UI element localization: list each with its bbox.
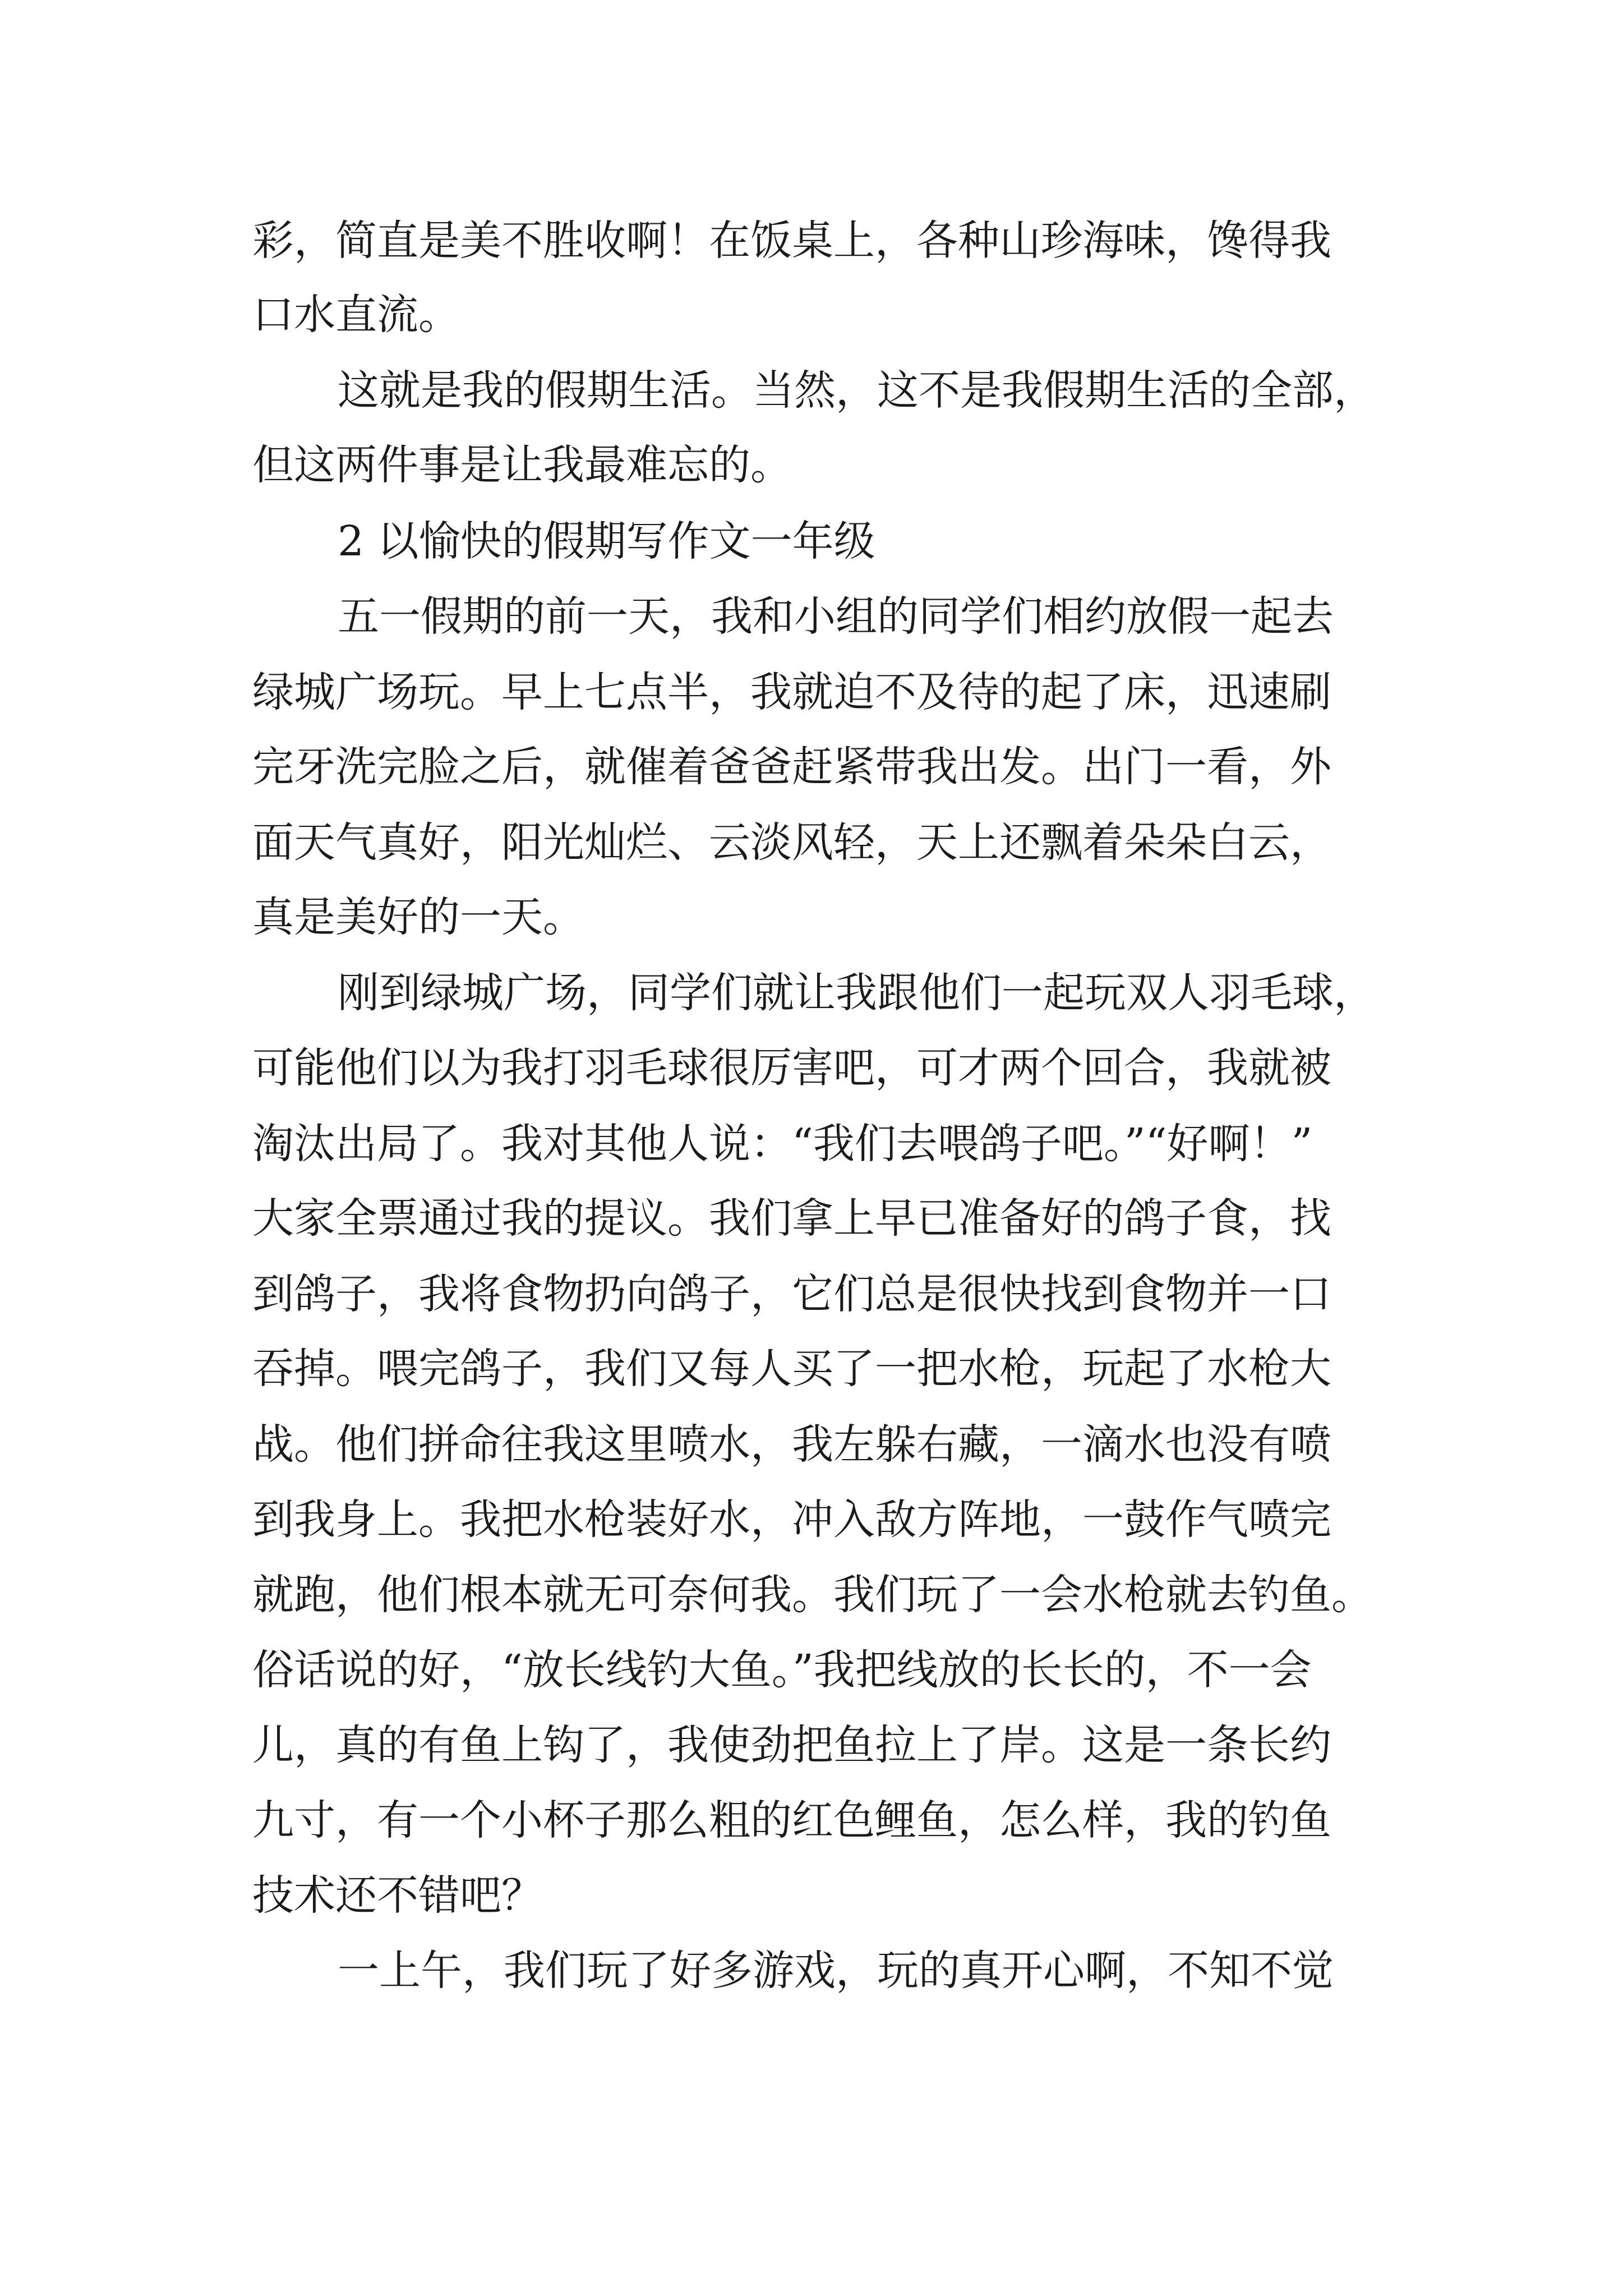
- text-line: 俗话说的好，“放长线钓大鱼。”我把线放的长长的，不一会: [252, 1646, 1312, 1694]
- text-line: 口水直流。: [252, 291, 460, 339]
- text-line: 一上午，我们玩了好多游戏，玩的真开心啊，不知不觉: [338, 1947, 1334, 1995]
- text-line: 可能他们以为我打羽毛球很厉害吧，可才两个回合，我就被: [252, 1044, 1331, 1092]
- text-line: 九寸，有一个小杯子那么粗的红色鲤鱼，怎么样，我的钓鱼: [252, 1796, 1331, 1844]
- section-heading: 2 以愉快的假期写作文一年级: [338, 517, 875, 565]
- text-line: 但这两件事是让我最难忘的。: [252, 441, 792, 489]
- text-line: 真是美好的一天。: [252, 893, 584, 941]
- text-line: 刚到绿城广场，同学们就让我跟他们一起玩双人羽毛球，: [338, 969, 1375, 1017]
- text-line: 五一假期的前一天，我和小组的同学们相约放假一起去: [338, 592, 1334, 641]
- text-line: 淘汰出局了。我对其他人说：“我们去喂鸽子吧。”“好啊！”: [252, 1120, 1313, 1168]
- text-line: 就跑，他们根本就无可奈何我。我们玩了一会水枪就去钓鱼。: [252, 1571, 1373, 1619]
- text-line: 绿城广场玩。早上七点半，我就迫不及待的起了床，迅速刷: [252, 668, 1331, 716]
- text-line: 技术还不错吧？: [252, 1871, 543, 1920]
- text-line: 大家全票通过我的提议。我们拿上早已准备好的鸽子食，找: [252, 1194, 1331, 1243]
- text-line: 到鸽子，我将食物扔向鸽子，它们总是很快找到食物并一口: [252, 1270, 1331, 1318]
- text-line: 彩，简直是美不胜收啊！在饭桌上，各种山珍海味，馋得我: [252, 217, 1331, 265]
- text-line: 完牙洗完脸之后，就催着爸爸赶紧带我出发。出门一看，外: [252, 743, 1331, 791]
- text-line: 到我身上。我把水枪装好水，冲入敌方阵地，一鼓作气喷完: [252, 1496, 1331, 1544]
- text-line: 吞掉。喂完鸽子，我们又每人买了一把水枪，玩起了水枪大: [252, 1345, 1331, 1393]
- text-line: 战。他们拼命往我这里喷水，我左躲右藏，一滴水也没有喷: [252, 1420, 1331, 1469]
- text-line: 儿，真的有鱼上钩了，我使劲把鱼拉上了岸。这是一条长约: [252, 1721, 1331, 1769]
- text-line: 面天气真好，阳光灿烂、云淡风轻，天上还飘着朵朵白云，: [252, 818, 1331, 867]
- text-line: 这就是我的假期生活。当然，这不是我假期生活的全部，: [338, 366, 1375, 415]
